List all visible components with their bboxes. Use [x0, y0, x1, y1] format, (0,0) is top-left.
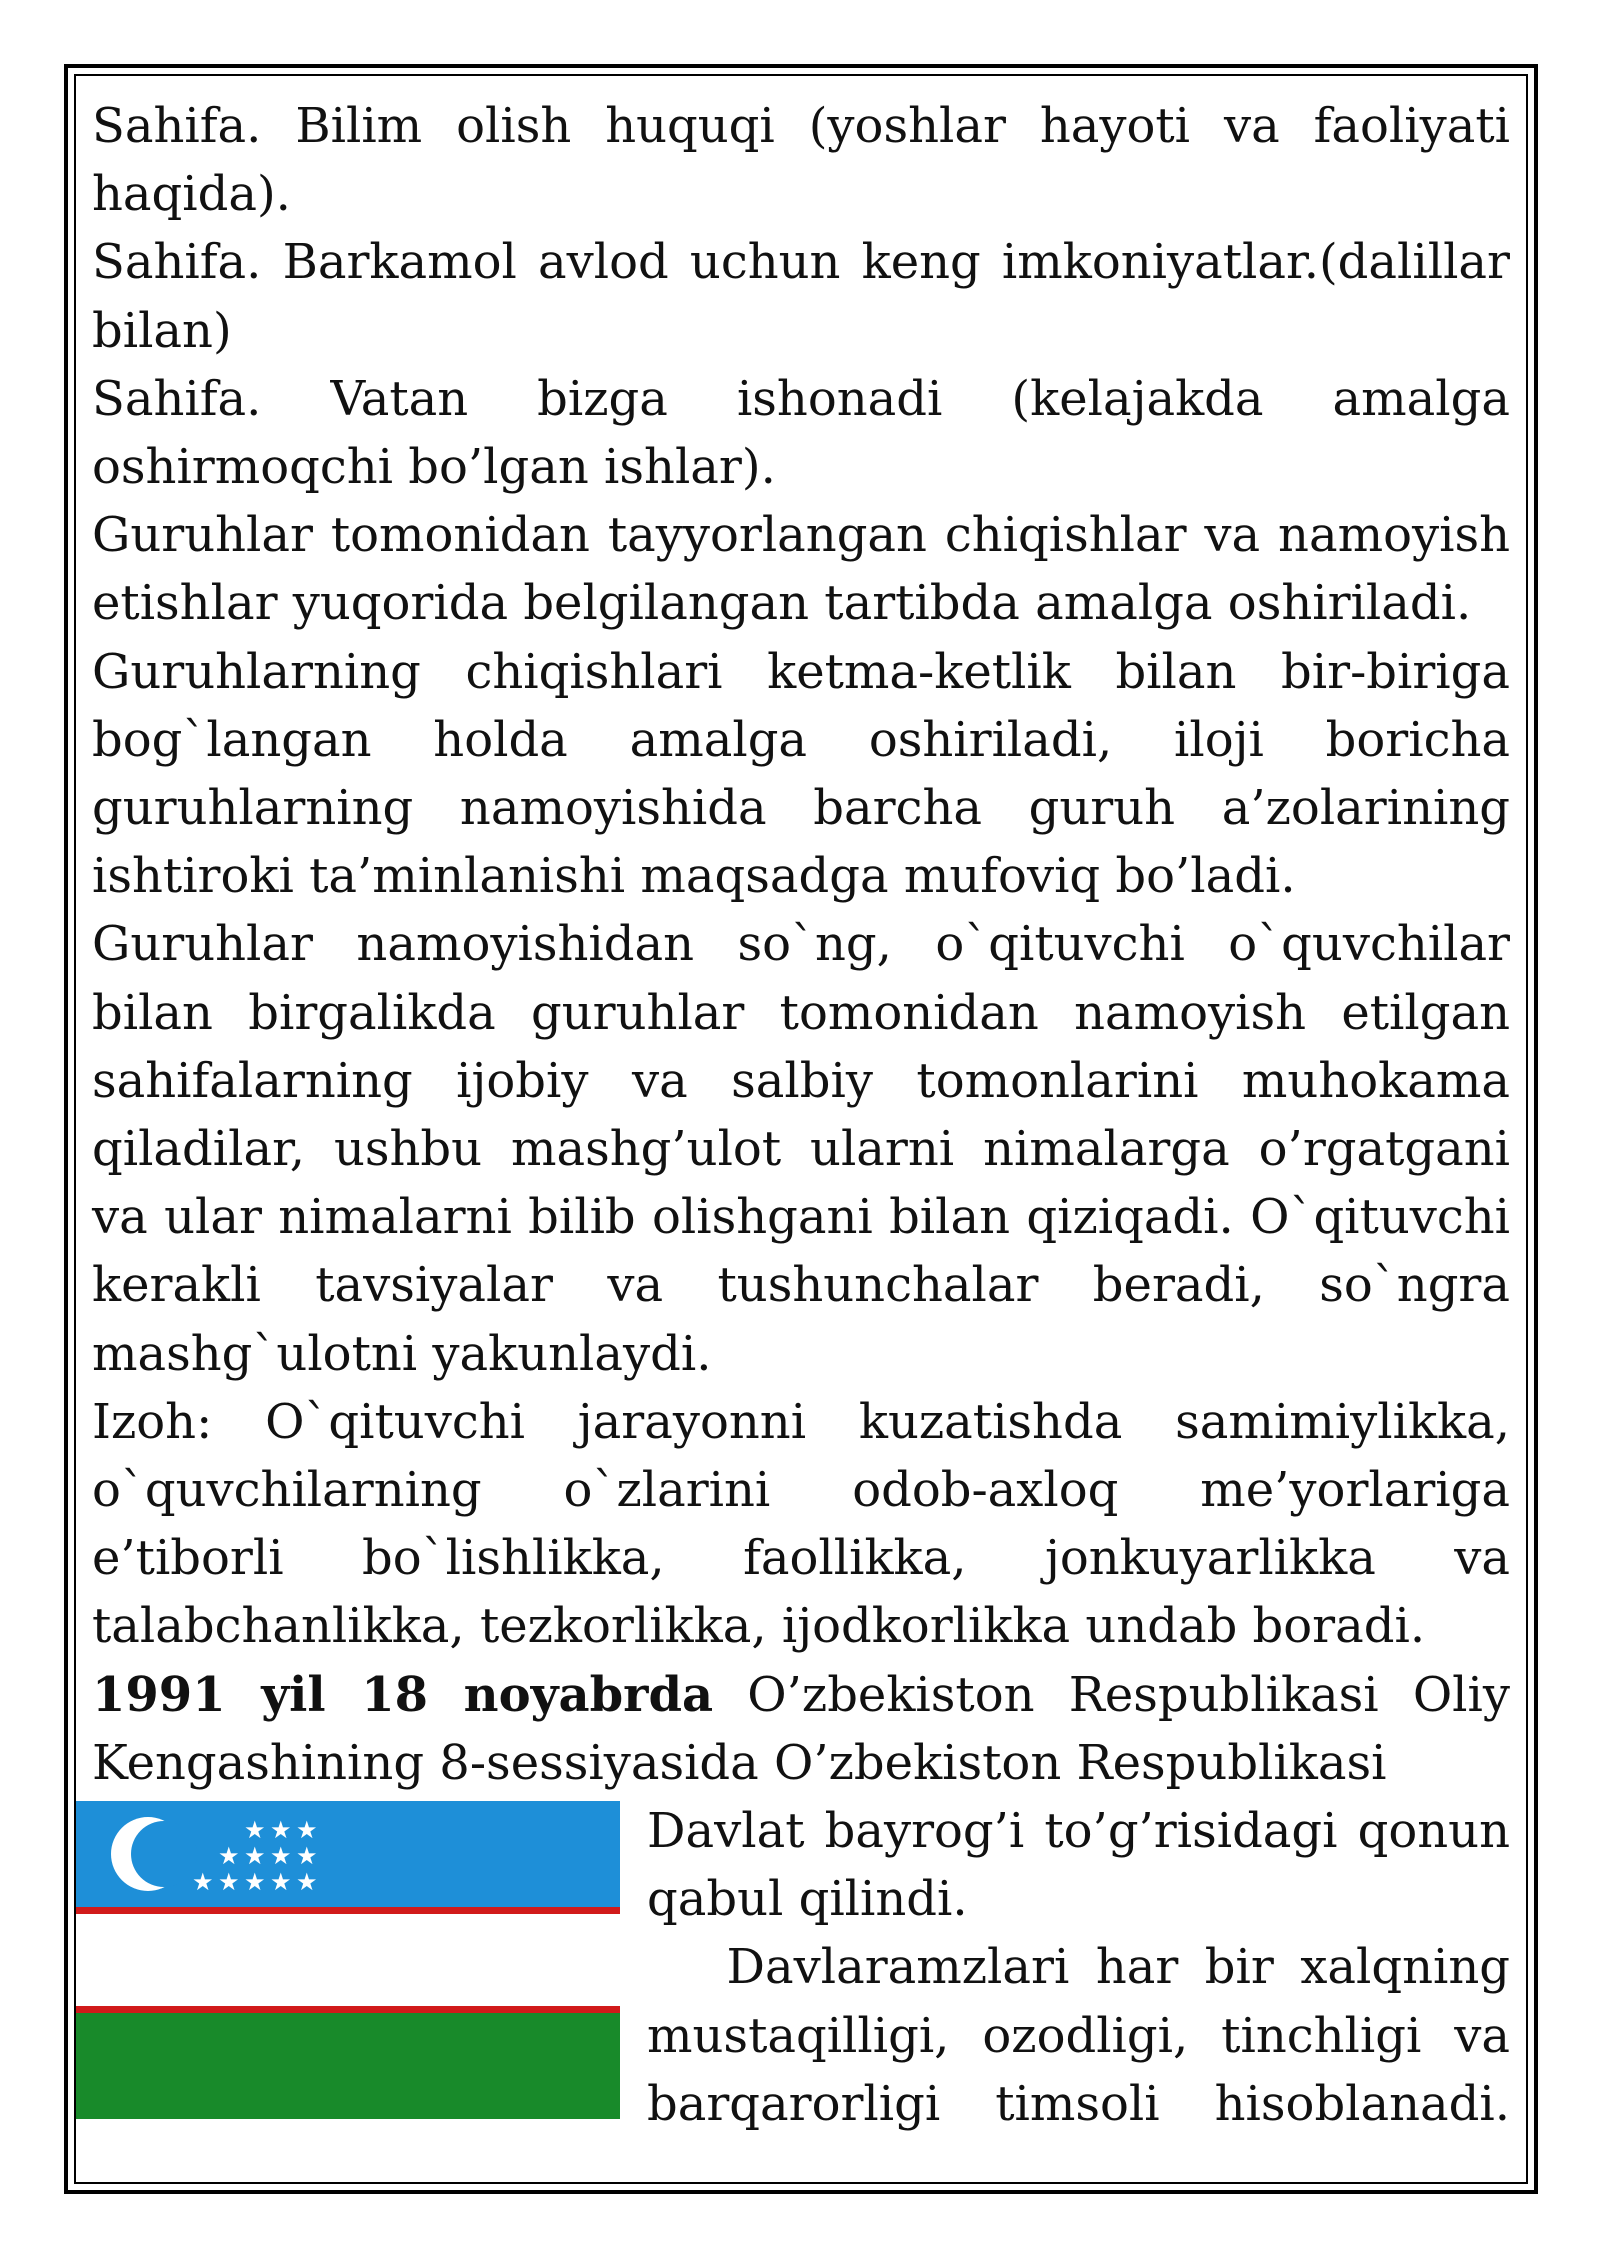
paragraph-2: Sahifa. Barkamol avlod uchun keng imkoniyatlar.(dalillar bilan) — [92, 234, 1510, 359]
flag-section — [92, 1797, 1526, 2138]
paragraph-3: Sahifa. Vatan bizga ishonadi (kelajakda amalga oshirmoqchi bo’lgan ishlar). — [92, 370, 1510, 496]
svg-text:★: ★ — [192, 1868, 214, 1897]
svg-text:★: ★ — [270, 1842, 292, 1871]
paragraph-5: Guruhlarning chiqishlari ketma-ketlik bilan bir-biriga bog`langan holda amalga oshiriladi, iloji boricha guruhlarning namoyishida barcha guruh a’zolarining ishtiroki ta’minlanishi maqsadga mufoviq bo’ladi. — [92, 643, 1510, 905]
symbols-text: Davlaramzlari har bir xalqning mustaqilligi, ozodligi, tinchligi va barqarorligi timsoli hisoblanadi. — [647, 1939, 1526, 2132]
paragraph-4: Guruhlar tomonidan tayyorlangan chiqishlar va namoyish etishlar yuqorida belgilangan tartibda amalga oshiriladi. — [92, 507, 1510, 632]
paragraph-7: Izoh: O`qituvchi jarayonni kuzatishda samimiylikka, o`quvchilarning o`zlarini odob-axloq me’yorlariga e’tiborli bo`lishlikka, faollikka, jonkuyarlikka va talabchanlikka, tezkorlikka, ijodkorlikka undab boradi. — [92, 1393, 1510, 1655]
svg-text:★: ★ — [270, 1816, 292, 1845]
law-date: 1991 yil 18 noyabrda — [92, 1666, 714, 1723]
law-paragraph — [92, 1661, 1510, 1797]
flag-caption — [647, 1797, 1526, 2138]
svg-text:★: ★ — [296, 1816, 318, 1845]
uzbekistan-flag-icon — [76, 1801, 620, 2119]
svg-text:★: ★ — [244, 1816, 266, 1845]
paragraph-1: Sahifa. Bilim olish huquqi (yoshlar hayoti va faoliyati haqida). — [92, 98, 1510, 223]
svg-text:★: ★ — [296, 1842, 318, 1871]
svg-text:★: ★ — [270, 1868, 292, 1897]
svg-text:★: ★ — [244, 1842, 266, 1871]
svg-text:★: ★ — [218, 1868, 240, 1897]
paragraph-6: Guruhlar namoyishidan so`ng, o`qituvchi o`quvchilar bilan birgalikda guruhlar tomonidan namoyish etilgan sahifalarning ijobiy va salbiy tomonlarini muhokama qiladilar, ushbu mashg’ulot ularni nimalarga o’rgatgani va ular nimalarni bilib olishgani bilan qiziqadi. O`qituvchi kerakli tavsiyalar va tushunchalar beradi, so`ngra mashg`ulotni yakunlaydi. — [92, 916, 1510, 1382]
svg-text:★: ★ — [244, 1868, 266, 1897]
svg-text:★: ★ — [218, 1842, 240, 1871]
flag-law-text: Davlat bayrog’i to’g’risidagi qonun qabul qilindi. — [647, 1803, 1510, 1928]
law-text: O’zbekiston Respublikasi Oliy Kengashining 8-sessiyasida O’zbekiston Respublikasi — [92, 1666, 1510, 1791]
document-body — [92, 92, 1526, 2138]
svg-text:★: ★ — [296, 1868, 318, 1897]
